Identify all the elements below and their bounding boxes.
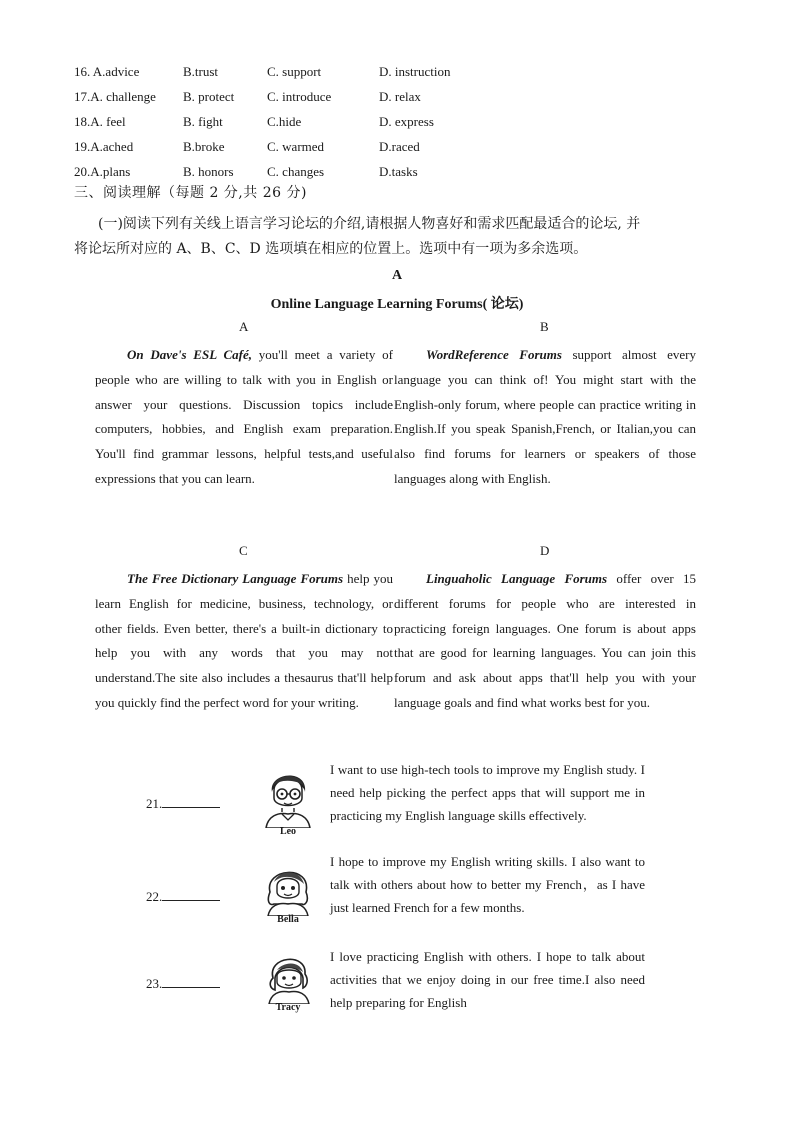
forum-c-name: The Free Dictionary Language Forums (127, 571, 344, 586)
option-row-17 (74, 84, 499, 109)
forum-d-name: Linguaholic Language Forums (426, 571, 608, 586)
instructions-line-2: 将论坛所对应的 A、B、C、D 选项填在相应的位置上。选项中有一项为多余选项。 (74, 241, 588, 257)
forum-b-label: B (540, 319, 549, 334)
option-c: C.hide (267, 114, 302, 129)
option-d: D.tasks (379, 164, 418, 179)
answer-options-list (74, 59, 499, 184)
option-c: C. warmed (267, 139, 325, 154)
tracy-avatar (256, 948, 320, 1013)
option-d: D. express (379, 114, 434, 129)
forum-d-text (394, 567, 696, 716)
question-21-text: I want to use high-tech tools to improve my English study. I need help picking the perfect apps that will support me in practicing my English language skills effectively. (330, 762, 645, 824)
option-c: C. support (267, 64, 322, 79)
question-21-number: 21. (146, 795, 220, 812)
tracy-name: Tracy (275, 1002, 301, 1013)
option-a: 16. A.advice (74, 64, 140, 79)
question-23-number: 23. (146, 975, 220, 992)
leo-portrait-icon (258, 762, 318, 828)
answer-blank-21[interactable] (162, 795, 220, 808)
option-c: C. changes (267, 164, 325, 179)
answer-blank-23[interactable] (162, 975, 220, 988)
option-row-20 (74, 159, 499, 184)
bella-avatar (256, 858, 320, 925)
forum-a-name: On Dave's ESL Café, (127, 347, 252, 362)
forum-b-description: support almost every language you can think of! You might start with the English-only forum, where people can practice writing in English.If you speak Spanish,French, or Italian,you can also find forums for learners or speakers of those languages along with English. (394, 347, 696, 486)
forum-b-name: WordReference Forums (426, 347, 562, 362)
option-b: B. fight (183, 114, 223, 129)
question-22-number: 22. (146, 888, 220, 905)
passage-title: Online Language Learning Forums( 论坛) (270, 297, 524, 312)
section-heading: 三、阅读理解（每题 2 分,共 26 分) (74, 185, 307, 201)
forum-a-text (95, 343, 393, 492)
option-b: B. protect (183, 89, 235, 104)
option-row-19 (74, 134, 499, 159)
option-row-16 (74, 59, 499, 84)
forum-c-text (95, 567, 393, 716)
question-22-text: I hope to improve my English writing skills. I also want to talk with others about how to better my French，as I have just learned French for a few months. (330, 854, 645, 916)
option-row-18 (74, 109, 499, 134)
forum-a-description: you'll meet a variety of people who are willing to talk with you in English or answer your questions. Discussion topics include computers, hobbies, and English exam preparation. You'll find grammar lessons, helpful tests,and useful expressions that you can learn. (95, 347, 393, 486)
leo-name: Leo (279, 826, 297, 837)
forum-a-label: A (239, 319, 249, 334)
leo-avatar (256, 762, 320, 837)
tracy-portrait-icon (261, 948, 315, 1004)
option-c: C. introduce (267, 89, 332, 104)
option-b: B.trust (183, 64, 219, 79)
option-b: B. honors (183, 164, 234, 179)
option-a: 19.A.ached (74, 139, 134, 154)
forum-d-label: D (540, 543, 550, 558)
instructions-line-1: (一)阅读下列有关线上语言学习论坛的介绍,请根据人物喜好和需求匹配最适合的论坛, 并 (98, 216, 641, 232)
option-d: D. relax (379, 89, 421, 104)
forum-c-label: C (239, 543, 248, 558)
bella-portrait-icon (260, 858, 316, 916)
option-a: 17.A. challenge (74, 89, 156, 104)
bella-name: Bella (277, 914, 299, 925)
option-a: 20.A.plans (74, 164, 131, 179)
instructions (74, 212, 724, 262)
forum-b-text (394, 343, 696, 492)
forum-c-description: help you learn English for medicine, business, technology, or other fields. Even better, there's a built-in dictionary to help you with any words that you may not understand.The site also includes a thesaurus that'll help you quickly find the perfect word for your writing. (95, 571, 393, 710)
option-a: 18.A. feel (74, 114, 126, 129)
option-b: B.broke (183, 139, 225, 154)
option-d: D. instruction (379, 64, 451, 79)
question-23-text: I love practicing English with others. I hope to talk about activities that we enjoy doing in our free time.I also need help preparing for English (330, 949, 645, 1011)
passage-letter: A (391, 268, 403, 283)
forum-d-description: offer over 15 different forums for people who are interested in practicing foreign languages. One forum is about apps that are good for learning languages. You can join this forum and ask about apps that'll help you with your language goals and find what works best for you. (394, 571, 696, 710)
answer-blank-22[interactable] (162, 888, 220, 901)
option-d: D.raced (379, 139, 420, 154)
